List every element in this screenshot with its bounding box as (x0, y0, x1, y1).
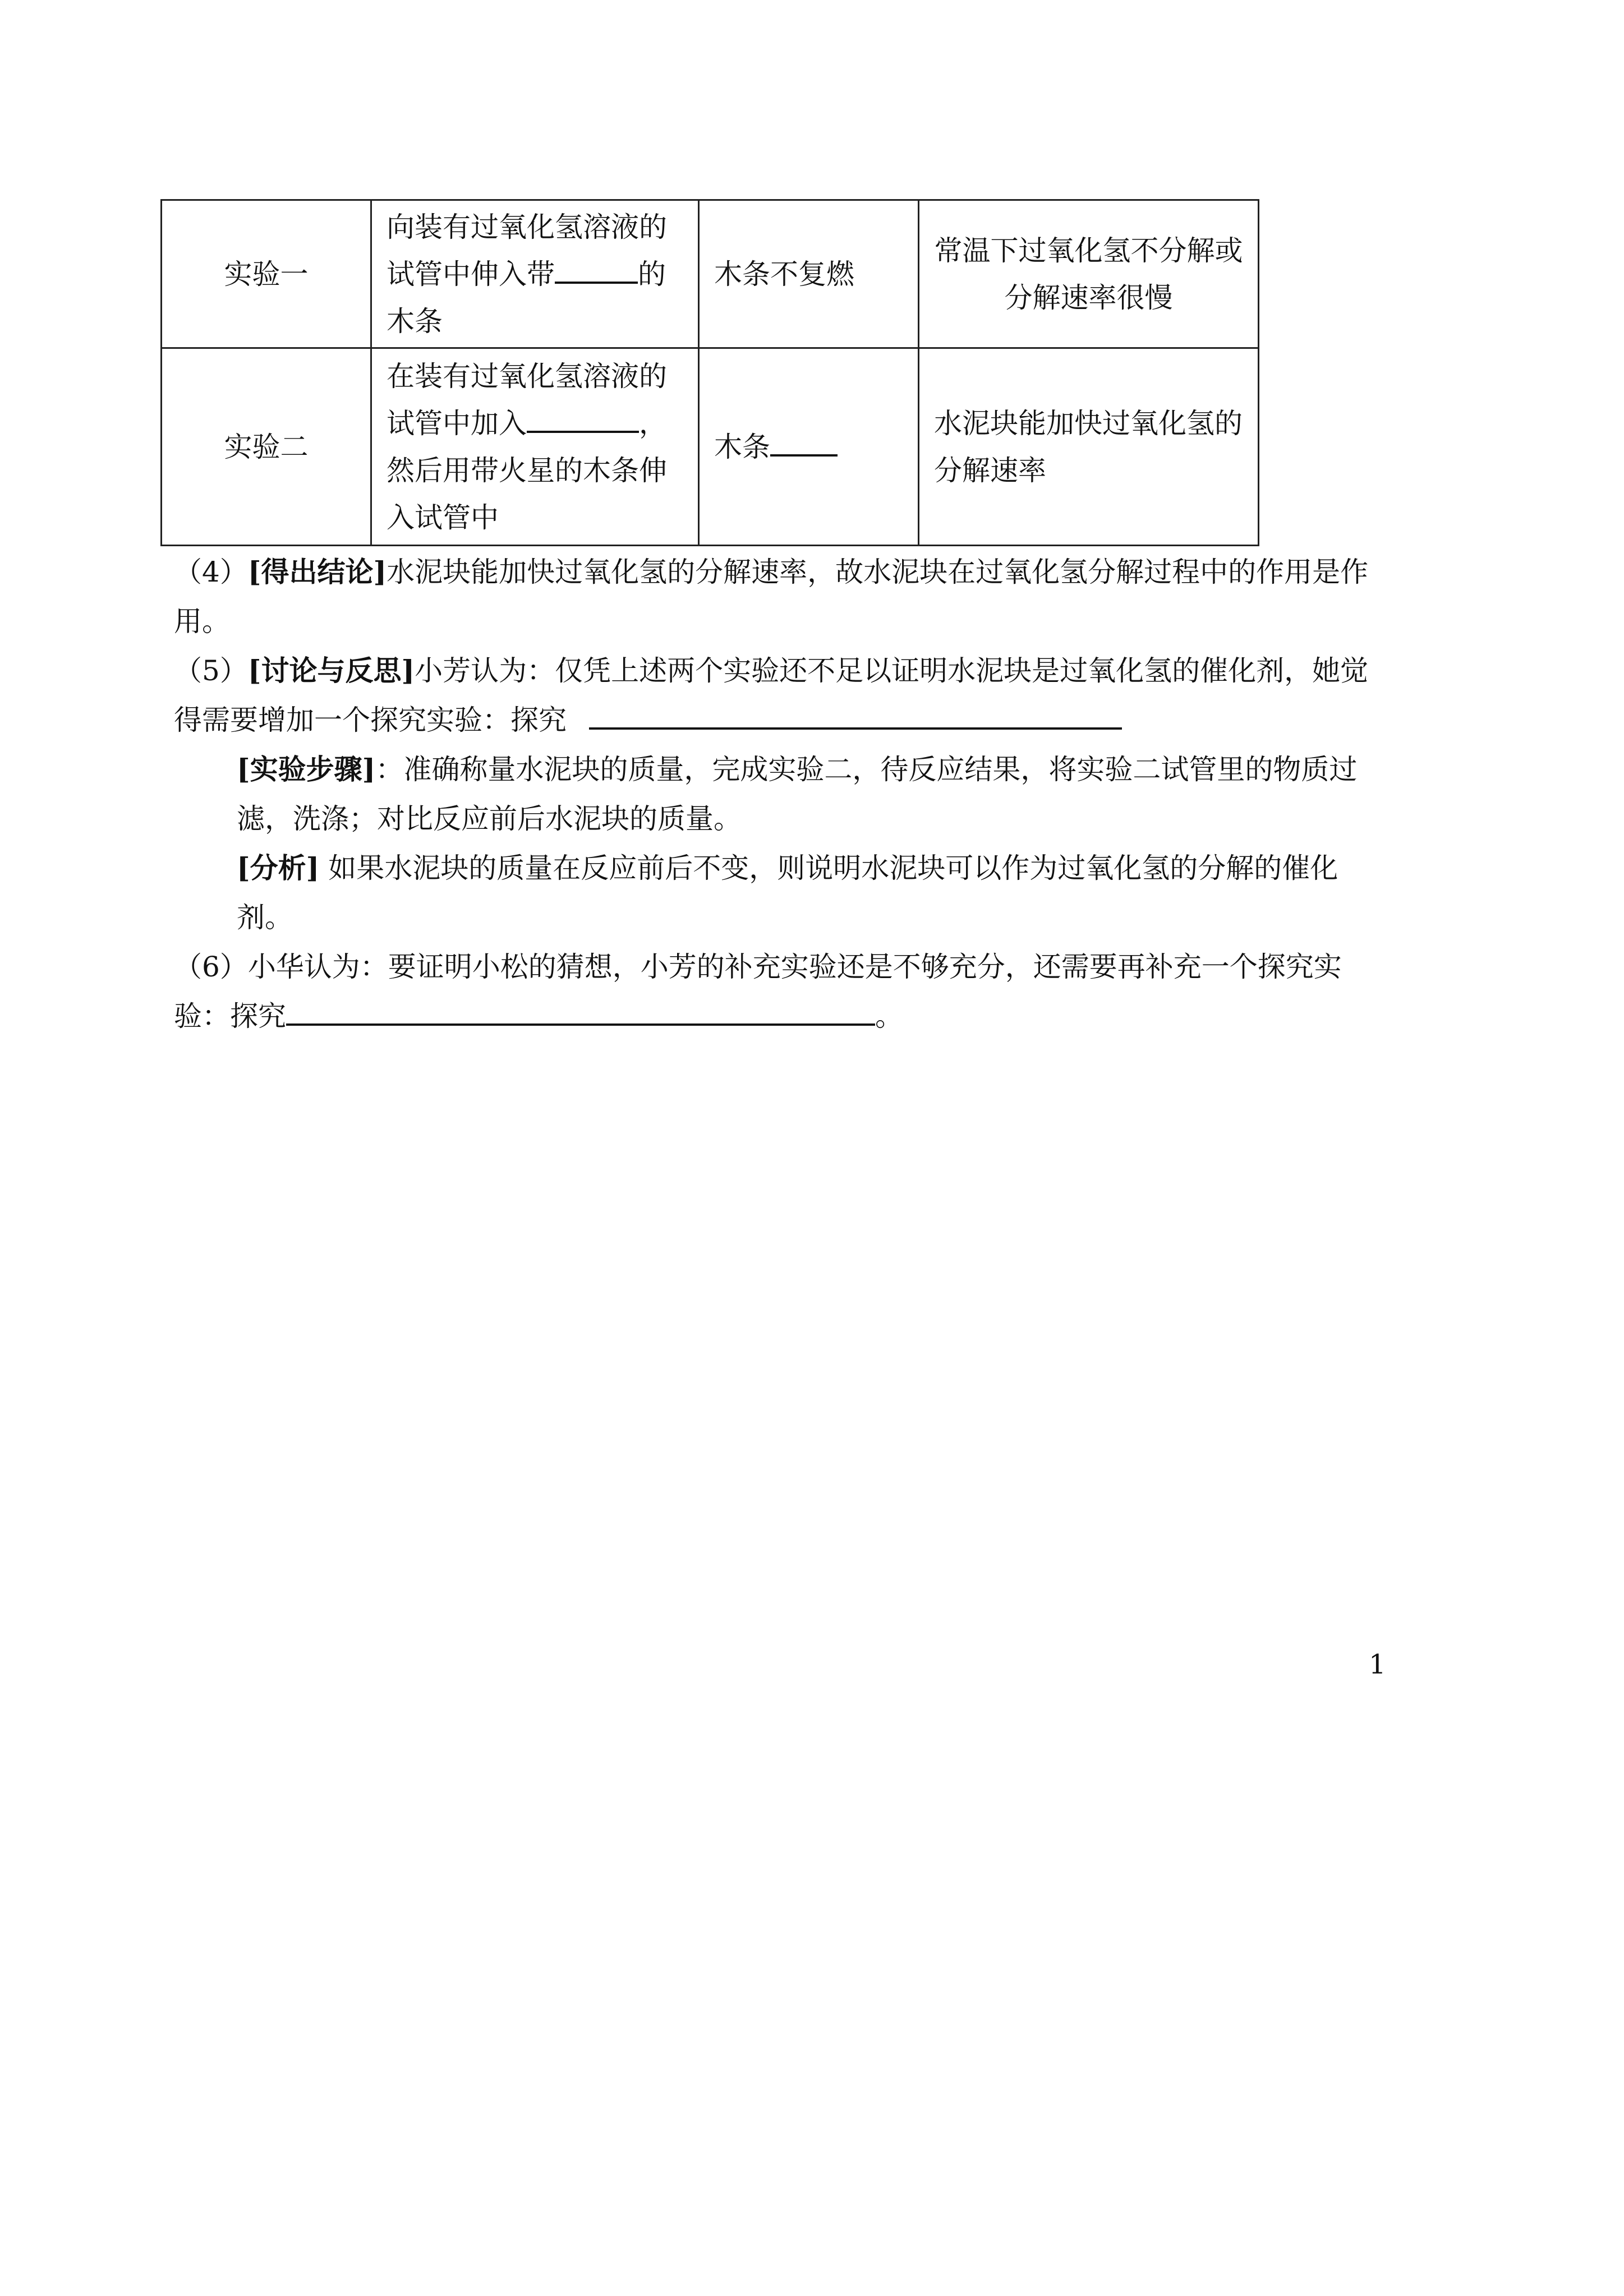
question-text-end: 。 (875, 1000, 903, 1032)
phenomenon-text: 木条 (714, 430, 770, 463)
answer-blank (589, 700, 1122, 730)
question-5 (174, 646, 1380, 745)
section-tag: [讨论与反思] (247, 654, 415, 687)
question-text-end: 作用。 (174, 556, 1369, 638)
experiment-name: 实验二 (162, 348, 371, 546)
question-number: （4） (174, 556, 248, 588)
section-tag: [分析] (237, 851, 320, 884)
step-text-end: ，然后用带火星的木条伸入试管中 (387, 407, 667, 534)
table-row (162, 200, 1259, 348)
question-number: （6） (174, 951, 248, 983)
experiment-step (371, 348, 699, 546)
experiment-phenomenon: 木条不复燃 (699, 200, 919, 348)
experiment-phenomenon (699, 348, 919, 546)
question-6 (174, 942, 1380, 1041)
question-text: 水泥块能加快过氧化氢的分解速率，故水泥块在过氧化氢分解过程中的作用是 (387, 556, 1341, 588)
experiment-step (371, 200, 699, 348)
question-number: （5） (174, 654, 248, 687)
analysis (174, 843, 1380, 942)
section-tag: [实验步骤] (237, 753, 376, 786)
step-text: 向装有过氧化氢溶液的试管中伸入带 (387, 210, 667, 291)
steps-text: ：准确称量水泥块的质量，完成实验二，待反应结果，将实验二试管里的物质过滤，洗涤；对比反应前后水泥块的质量。 (237, 753, 1358, 835)
answer-blank (527, 404, 639, 433)
experiment-name: 实验一 (162, 200, 371, 348)
step-text: 在装有过氧化氢溶液的试管中加入 (387, 359, 667, 440)
experiment-conclusion: 水泥块能加快过氧化氢的分解速率 (919, 348, 1259, 546)
step-text-end: 的木条 (387, 257, 666, 338)
experiment-steps (174, 745, 1380, 843)
experiment-table (160, 199, 1259, 546)
answer-blank (770, 427, 838, 457)
page-number: 1 (1369, 1649, 1386, 1680)
question-4 (174, 547, 1380, 646)
answer-blank (286, 997, 875, 1026)
table-row (162, 348, 1259, 546)
experiment-conclusion: 常温下过氧化氢不分解或分解速率很慢 (919, 200, 1259, 348)
question-text: 小华认为：要证明小松的猜想，小芳的补充实验还是不够充分，还需要再补充一个探究实验：探究 (174, 951, 1342, 1032)
answer-blank (555, 255, 638, 284)
analysis-text: 如果水泥块的质量在反应前后不变，则说明水泥块可以作为过氧化氢的分解的催化剂。 (237, 852, 1338, 934)
section-tag: [得出结论] (247, 555, 387, 588)
question-text: 小芳认为：仅凭上述两个实验还不足以证明水泥块是过氧化氢的催化剂，她觉得需要增加一个探究实验：探究 (174, 654, 1369, 736)
